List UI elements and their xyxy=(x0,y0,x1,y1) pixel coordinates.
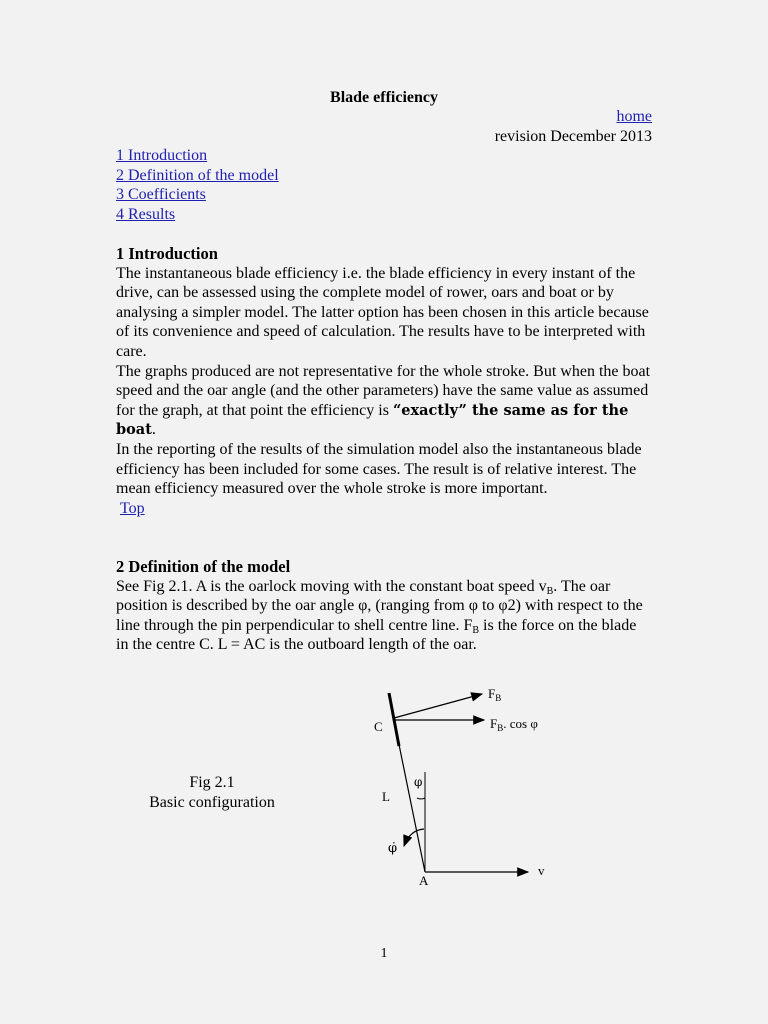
paragraph: The instantaneous blade efficiency i.e. the blade efficiency in every instant of the drive, can be assessed using the complete model of rower, oars and boat or by analysing a simpler model. The latter option has been chosen in this article because of its convenience and speed of calculation. The results have to be interpreted with care. xyxy=(116,264,649,360)
toc-link-coefficients[interactable]: 3 Coefficients xyxy=(116,186,206,204)
paragraph-text: . The oar position is described by the oar angle φ, (ranging from φ to φ2) with respect to the line through the pin perpendicular to shell centre line. F xyxy=(116,577,643,634)
paragraph-text: . xyxy=(151,421,156,439)
paragraph xyxy=(116,577,652,655)
figure-caption-subtitle: Basic configuration xyxy=(149,794,275,811)
angle-phi-arc xyxy=(417,798,425,799)
label-fb-cos-phi: $F_B$. cos φ xyxy=(490,716,538,733)
paragraph-text: The graphs produced are not representative for the whole stroke. But when the boat speed and the oar angle (and the other parameters) have the same value as assumed for the graph, at that point the efficiency is xyxy=(116,362,651,419)
section-heading: 2 Definition of the model xyxy=(116,557,291,576)
toc-link-definition[interactable]: 2 Definition of the model xyxy=(116,166,279,184)
figure-caption-title: Fig 2.1 xyxy=(189,774,235,791)
table-of-contents xyxy=(116,146,279,224)
section-definition xyxy=(116,557,652,655)
subscript: B xyxy=(472,624,480,636)
page-title: Blade efficiency xyxy=(330,89,438,106)
paragraph xyxy=(116,362,652,440)
subscript: B xyxy=(546,585,554,597)
toc-link-introduction[interactable]: 1 Introduction xyxy=(116,147,208,164)
page-number: 1 xyxy=(380,946,388,961)
paragraph-text: See Fig 2.1. A is the oarlock moving with the constant boat speed v xyxy=(116,577,547,595)
revision-text: revision December 2013 xyxy=(494,128,652,145)
toc-link-results[interactable]: 4 Results xyxy=(116,205,176,223)
force-fb-arrow xyxy=(394,694,482,718)
label-phi-dot: φ̇ xyxy=(388,841,398,856)
emphasis-text: “exactly” the same as for the boat xyxy=(116,401,629,439)
top-link[interactable]: Top xyxy=(120,499,145,517)
label-c: C xyxy=(374,719,383,734)
label-v: v xyxy=(538,863,545,878)
label-a: A xyxy=(419,873,429,888)
figure-caption xyxy=(141,773,283,813)
oar-shaft-line xyxy=(394,720,425,872)
label-fb: $F_B$ xyxy=(488,686,502,703)
paragraph-text: is the force on the blade in the centre C. L = AC is the outboard length of the oar. xyxy=(116,616,637,654)
paragraph: In the reporting of the results of the simulation model also the instantaneous blade efficiency has been included for some cases. The result is of relative interest. The mean efficiency measured over the whole stroke is more important. xyxy=(116,440,642,498)
home-link[interactable]: home xyxy=(616,108,652,125)
section-introduction xyxy=(116,244,652,518)
angular-velocity-arrow xyxy=(404,829,424,846)
label-l: L xyxy=(382,789,390,804)
oar-configuration-diagram xyxy=(360,680,580,890)
section-heading: 1 Introduction xyxy=(116,244,218,263)
label-phi: φ xyxy=(414,775,423,789)
